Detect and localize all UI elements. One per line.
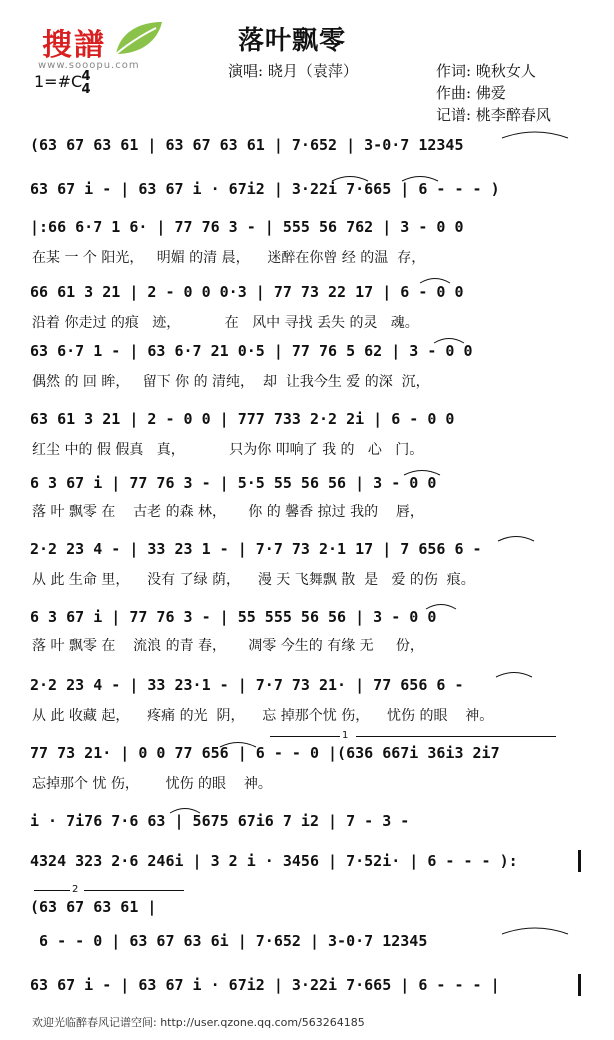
lyric-line-4: 沿着 你走过 的痕 迹， 在 风中 寻找 丢失 的灵 魂。 xyxy=(32,315,419,331)
score-line-16: 63 67 i - | 63 67 i · 67i2 | 3·22i 7·665 | 6 - - - | xyxy=(30,976,500,994)
score-line-8: 2·2 23 4 - | 33 23 1 - | 7·7 73 2·1 17 | 7 656 6 - xyxy=(30,540,482,558)
score-line-7: 6 3 67 i | 77 76 3 - | 5·5 55 56 56 | 3 - 0 0 xyxy=(30,474,437,492)
slur-mark xyxy=(168,804,202,814)
volta-2-bracket-ext xyxy=(84,890,184,891)
lyric-line-3: 在某 一 个 阳光， 明媚 的清 晨， 迷醉在你曾 经 的温 存， xyxy=(32,250,426,266)
lyric-line-11: 忘掉那个 忧 伤， 忧伤 的眼 神。 xyxy=(32,776,272,792)
logo xyxy=(38,18,166,76)
volta-1-bracket xyxy=(270,736,340,737)
score-line-4: 66 61 3 21 | 2 - 0 0 0·3 | 77 73 22 17 | 6 - 0 0 xyxy=(30,283,464,301)
score-line-11: 77 73 21· | 0 0 77 656 | 6 - - 0 |(636 667i 36i3 2i7 xyxy=(30,744,500,762)
time-signature-top: 4 xyxy=(81,69,91,84)
lyric-line-8: 从 此 生命 里， 没有 了绿 荫， 漫 天 飞舞飘 散 是 爱 的伤 痕。 xyxy=(32,572,475,588)
score-line-3: |:66 6·7 1 6· | 77 76 3 - | 555 56 762 | 3 - 0 0 xyxy=(30,218,464,236)
slur-mark xyxy=(418,274,452,284)
lyric-line-10: 从 此 收藏 起， 疼痛 的光 阴， 忘 掉那个忧 伤， 忧伤 的眼 神。 xyxy=(32,708,494,724)
slur-mark xyxy=(330,172,370,182)
score-line-2: 63 67 i - | 63 67 i · 67i2 | 3·22i 7·665 | 6 - - - ) xyxy=(30,180,500,198)
score-line-12: i · 7i76 7·6 63 | 5675 67i6 7 i2 | 7 - 3 - xyxy=(30,812,410,830)
key-signature: 1=#C xyxy=(34,72,83,91)
transcriber-credit: 记谱: 桃李醉春风 xyxy=(436,106,551,124)
score-line-14: (63 67 63 61 | xyxy=(30,898,157,916)
slur-mark xyxy=(496,532,536,542)
score-line-1: (63 67 63 61 | 63 67 63 61 | 7·652 | 3-0·7 12345 xyxy=(30,136,464,154)
slur-mark xyxy=(494,668,534,678)
logo-text: 搜譜 xyxy=(42,28,106,63)
leaf-logo-icon xyxy=(110,18,166,58)
slur-mark xyxy=(218,738,258,748)
slur-mark xyxy=(402,466,442,476)
lyric-line-7: 落 叶 飘零 在 古老 的森 林， 你 的 馨香 掠过 我的 唇， xyxy=(32,504,424,520)
score-line-5: 63 6·7 1 - | 63 6·7 21 0·5 | 77 76 5 62 | 3 - 0 0 xyxy=(30,342,473,360)
time-signature-bottom: 4 xyxy=(81,82,91,97)
slur-mark xyxy=(500,922,570,936)
lyric-line-6: 红尘 中的 假 假真 真， 只为你 叩响了 我 的 心 门。 xyxy=(32,442,424,458)
score-line-6: 63 61 3 21 | 2 - 0 0 | 777 733 2·2 2i | 6 - 0 0 xyxy=(30,410,455,428)
slur-mark xyxy=(500,126,570,140)
volta-1-bracket-ext xyxy=(356,736,556,737)
composer-credit: 作曲: 佛爱 xyxy=(436,84,506,102)
slur-mark xyxy=(400,172,440,182)
time-signature xyxy=(78,70,94,96)
lyric-line-9: 落 叶 飘零 在 流浪 的青 春， 凋零 今生的 有缘 无 份， xyxy=(32,638,424,654)
score-line-9: 6 3 67 i | 77 76 3 - | 55 555 56 56 | 3 - 0 0 xyxy=(30,608,437,626)
repeat-end-bar xyxy=(578,850,581,872)
slur-mark xyxy=(424,600,458,610)
lyric-line-5: 偶然 的 回 眸， 留下 你 的 清纯， 却 让我今生 爱 的深 沉， xyxy=(32,374,430,390)
final-bar xyxy=(578,974,581,996)
slur-mark xyxy=(432,334,466,344)
score-line-13: 4324 323 2·6 246i | 3 2 i · 3456 | 7·52i· | 6 - - - ): xyxy=(30,852,518,870)
volta-2-bracket xyxy=(34,890,70,891)
volta-1-number: 1 xyxy=(342,730,349,741)
song-title: 落叶飘零 xyxy=(238,26,347,56)
lyricist-credit: 作词: 晚秋女人 xyxy=(436,62,536,80)
footer-note: 欢迎光临醉春风记谱空间: http://user.qzone.qq.com/563264185 xyxy=(32,1016,365,1029)
volta-2-number: 2 xyxy=(72,884,79,895)
score-line-15: 6 - - 0 | 63 67 63 6i | 7·652 | 3-0·7 12345 xyxy=(30,932,428,950)
singer-credit: 演唱: 晓月（袁萍） xyxy=(228,62,358,80)
logo-url: www.sooopu.com xyxy=(38,60,140,71)
score-line-10: 2·2 23 4 - | 33 23·1 - | 7·7 73 21· | 77 656 6 - xyxy=(30,676,464,694)
